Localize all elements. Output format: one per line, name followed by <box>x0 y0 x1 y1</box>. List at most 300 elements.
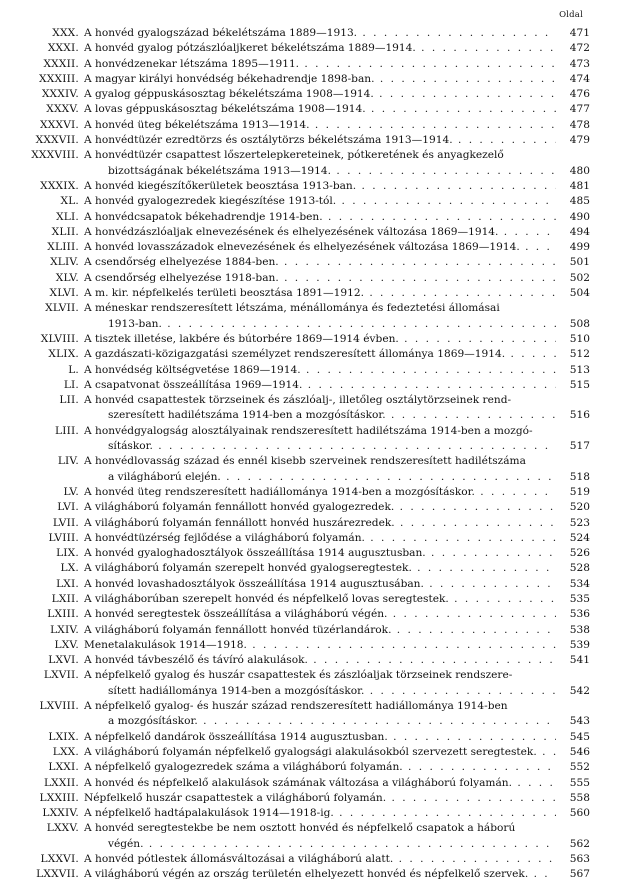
toc-entry <box>24 393 590 424</box>
toc-entry <box>24 577 590 592</box>
toc-entry <box>24 745 590 760</box>
toc-entry-line <box>24 286 590 301</box>
entry-title-text: A honvéd és népfelkelő alakulások számának változása a világháború folyamán. <box>84 776 512 789</box>
entry-title <box>84 852 556 867</box>
entry-number: L. <box>68 363 79 376</box>
entry-title-text: A gazdászati-közigazgatási személyzet rendszeresített állománya 1869—1914. <box>84 348 506 361</box>
toc-entry-line <box>24 439 590 454</box>
toc-entry <box>24 516 590 531</box>
dot-leader <box>388 731 556 743</box>
entry-title <box>84 26 556 41</box>
toc-entry-line <box>24 424 590 439</box>
table-of-contents <box>24 26 590 883</box>
entry-title <box>84 760 556 775</box>
entry-title-text: sített hadiállománya 1914-ben a mozgósításkor. <box>108 684 365 697</box>
toc-entry-line <box>24 577 590 592</box>
toc-entry-line <box>24 148 590 163</box>
toc-entry-line <box>24 561 590 576</box>
entry-page-number: 528 <box>569 562 590 575</box>
entry-page-number: 562 <box>569 837 590 850</box>
toc-entry <box>24 240 590 255</box>
dot-leader <box>403 761 556 773</box>
toc-entry <box>24 424 590 455</box>
entry-title-text: A honvéd üteg békelétszáma 1913—1914. <box>84 118 310 131</box>
toc-entry-line <box>24 485 590 500</box>
entry-title-text: A honvédgyalogság alosztályainak rendszeresített hadilétszáma 1914-ben a mozgó- <box>84 424 533 437</box>
entry-title <box>84 363 556 378</box>
dot-leader <box>537 746 556 758</box>
entry-title <box>84 546 556 561</box>
toc-entry-line <box>24 852 590 867</box>
toc-entry-line <box>24 87 590 102</box>
toc-entry-line <box>24 194 590 209</box>
dot-leader <box>162 318 556 330</box>
entry-page-number: 541 <box>569 654 590 667</box>
entry-page-number: 539 <box>569 638 590 651</box>
toc-entry <box>24 485 590 500</box>
entry-page-number: 534 <box>569 577 590 590</box>
toc-entry <box>24 378 590 393</box>
entry-title <box>84 87 556 102</box>
entry-number: XLII. <box>51 225 79 238</box>
toc-entry-line <box>24 592 590 607</box>
toc-entry-line <box>24 102 590 117</box>
entry-title-text: A népfelkelő gyalogezredek száma a világháború folyamán. <box>84 761 403 774</box>
entry-number: LVIII. <box>48 531 79 544</box>
entry-number: XLIV. <box>50 256 79 269</box>
entry-page-number: 473 <box>569 57 590 70</box>
toc-entry-line <box>24 607 590 622</box>
entry-title <box>84 393 556 408</box>
entry-number: XLVIII. <box>40 332 79 345</box>
entry-title-text: A honvédzászlóaljak elnevezésének és elhelyezésének változása 1869—1914. <box>84 225 499 238</box>
entry-title <box>84 577 556 592</box>
dot-leader <box>331 165 556 177</box>
toc-entry <box>24 347 590 362</box>
entry-title <box>84 837 556 852</box>
entry-page-number: 512 <box>569 348 590 361</box>
entry-title <box>84 164 556 179</box>
entry-title-text: A tisztek illetése, lakbére és bútorbére 1869—1914 évben. <box>84 332 399 345</box>
toc-entry <box>24 301 590 332</box>
entry-title-text: szeresített hadilétszáma 1914-ben a mozgósításkor. <box>108 409 386 422</box>
toc-entry-line <box>24 821 590 836</box>
dot-leader <box>512 777 556 789</box>
entry-page-number: 535 <box>569 592 590 605</box>
entry-number: XXXV. <box>46 103 79 116</box>
entry-title <box>84 41 556 56</box>
entry-number: XLIX. <box>48 348 79 361</box>
dot-leader <box>374 88 556 100</box>
entry-page-number: 474 <box>569 72 590 85</box>
dot-leader <box>498 226 556 238</box>
entry-title <box>84 745 556 760</box>
entry-page-number: 536 <box>569 608 590 621</box>
entry-page-number: 479 <box>569 134 590 147</box>
entry-number: LXIV. <box>50 623 79 636</box>
entry-title-text: A honvéd csapattestek törzseinek és zászlóalj-, illetőleg osztálytörzseinek rend- <box>84 394 512 407</box>
dot-leader <box>412 562 556 574</box>
entry-title <box>84 699 556 714</box>
toc-entry <box>24 87 590 102</box>
dot-leader <box>395 517 556 529</box>
entry-title-text: A méneskar rendszeresített létszáma, ménállománya és fedeztetési állomásai <box>84 302 500 315</box>
toc-entry-line <box>24 271 590 286</box>
entry-page-number: 543 <box>569 715 590 728</box>
toc-entry <box>24 194 590 209</box>
toc-entry-line <box>24 760 590 775</box>
entry-page-number: 490 <box>569 210 590 223</box>
entry-title <box>84 210 556 225</box>
dot-leader <box>357 27 556 39</box>
dot-leader <box>449 593 556 605</box>
entry-number: LXVI. <box>48 654 79 667</box>
entry-title-text: A világháború folyamán fennállott honvéd huszárezredek. <box>84 516 395 529</box>
entry-title <box>84 57 556 72</box>
entry-title-text: A honvéd gyalogszázad békelétszáma 1889—1913. <box>84 27 358 39</box>
entry-number: LXXII. <box>43 776 79 789</box>
entry-title-text: A gyalog géppuskásosztag békelétszáma 1908—1914. <box>84 88 374 101</box>
toc-entry <box>24 867 590 882</box>
entry-title <box>84 424 556 439</box>
toc-entry-line <box>24 179 590 194</box>
dot-leader <box>301 364 556 376</box>
toc-entry <box>24 363 590 378</box>
entry-title-text: A honvéd üteg rendszeresített hadiállománya 1914-ben a mozgósításkor. <box>84 485 475 498</box>
toc-entry <box>24 210 590 225</box>
entry-title-text: bizottságának békelétszáma 1913—1914. <box>108 164 332 177</box>
entry-title <box>84 791 556 806</box>
dot-leader <box>364 287 556 299</box>
dot-leader <box>453 134 556 146</box>
entry-page-number: 480 <box>569 164 590 177</box>
dot-leader <box>391 624 556 636</box>
entry-number: XXXII. <box>43 57 79 70</box>
entry-number: LXXV. <box>46 822 79 835</box>
toc-entry-line <box>24 623 590 638</box>
toc-entry-line <box>24 653 590 668</box>
dot-leader <box>365 532 556 544</box>
toc-entry <box>24 332 590 347</box>
toc-entry <box>24 148 590 179</box>
toc-entry-line <box>24 164 590 179</box>
entry-number: XXX. <box>52 27 79 39</box>
entry-title-text: A világháború folyamán fennállott honvéd tüzérlandárok. <box>84 623 392 636</box>
entry-title <box>84 301 556 316</box>
entry-title <box>84 668 556 683</box>
entry-title-text: A honvédlovasság század és ennél kisebb szerveinek rendszeresített hadilétszáma <box>84 455 526 468</box>
entry-title-text: A csapatvonat összeállítása 1969—1914. <box>84 378 303 391</box>
toc-entry <box>24 286 590 301</box>
entry-title <box>84 118 556 133</box>
toc-entry-line <box>24 500 590 515</box>
toc-entry <box>24 668 590 699</box>
entry-title-text: A honvédcsapatok békehadrendje 1914-ben. <box>84 210 323 223</box>
entry-title-text: A népfelkelő hadtápalakulások 1914—1918-ig. <box>84 807 334 820</box>
toc-entry <box>24 133 590 148</box>
entry-number: LXVII. <box>43 669 79 682</box>
toc-entry-line <box>24 745 590 760</box>
entry-title <box>84 255 556 270</box>
entry-title-text: A világháború folyamán szerepelt honvéd gyalogseregtestek. <box>84 562 412 575</box>
entry-title <box>84 531 556 546</box>
dot-leader <box>366 103 556 115</box>
dot-leader <box>387 608 556 620</box>
entry-page-number: 523 <box>569 516 590 529</box>
entry-page-number: 477 <box>569 103 590 116</box>
toc-entry-line <box>24 347 590 362</box>
entry-title-text: A népfelkelő gyalog és huszár csapattestek és zászlóaljak törzseinek rendszere- <box>84 669 513 682</box>
entry-title-text: A honvéd pótlestek állomásváltozásai a világháború alatt. <box>84 853 394 866</box>
toc-entry <box>24 118 590 133</box>
toc-entry-line <box>24 791 590 806</box>
toc-entry <box>24 699 590 730</box>
toc-entry-line <box>24 546 590 561</box>
entry-title <box>84 470 556 485</box>
entry-number: XLVI. <box>49 287 79 300</box>
entry-title-text: A világháború folyamán fennállott honvéd gyalogezredek. <box>84 501 395 514</box>
entry-number: XLI. <box>56 210 79 223</box>
dot-leader <box>279 272 556 284</box>
toc-entry-line <box>24 730 590 745</box>
entry-title-text: A honvéd kiegészítőkerületek beosztása 1913-ban. <box>84 179 357 192</box>
toc-entry-line <box>24 41 590 56</box>
entry-title-text: A világháború folyamán népfelkelő gyalogsági alakulásokból szervezett seregtestek. <box>84 745 537 758</box>
entry-title-text: Népfelkelő huszár csapattestek a világháború folyamán. <box>84 791 387 804</box>
entry-number: XLIII. <box>47 241 79 254</box>
dot-leader <box>386 409 556 421</box>
entry-title-text: A világháború végén az ország területén elhelyezett honvéd és népfelkelő szervek. <box>84 868 529 881</box>
toc-entry <box>24 760 590 775</box>
toc-entry <box>24 653 590 668</box>
dot-leader <box>198 715 556 727</box>
toc-entry <box>24 57 590 72</box>
dot-leader <box>334 807 556 819</box>
toc-entry <box>24 806 590 821</box>
entry-title <box>84 194 556 209</box>
toc-entry-line <box>24 806 590 821</box>
toc-entry <box>24 852 590 867</box>
entry-number: LI. <box>63 378 79 391</box>
toc-entry-line <box>24 668 590 683</box>
toc-entry-line <box>24 255 590 270</box>
entry-page-number: 560 <box>569 807 590 820</box>
entry-number: XXXVI. <box>39 118 79 131</box>
entry-number: XXXI. <box>47 42 79 55</box>
entry-page-number: 517 <box>569 440 590 453</box>
entry-title-text: A magyar királyi honvédség békehadrendje 1898-ban. <box>84 72 375 85</box>
entry-number: LXIX. <box>48 730 79 743</box>
entry-number: XXXVIII. <box>31 149 79 162</box>
entry-page-number: 471 <box>569 27 590 39</box>
entry-number: LXXVII. <box>36 868 79 881</box>
entry-number: LXX. <box>52 745 79 758</box>
dot-leader <box>221 471 556 483</box>
entry-page-number: 552 <box>569 761 590 774</box>
toc-entry-line <box>24 301 590 316</box>
toc-entry-line <box>24 317 590 332</box>
entry-title-text: A honvéd lovasszázadok elnevezésének és elhelyezésének változása 1869—1914. <box>84 241 520 254</box>
toc-entry-line <box>24 408 590 423</box>
entry-title <box>84 561 556 576</box>
entry-title-text: a mozgósításkor. <box>108 715 198 728</box>
toc-entry-line <box>24 531 590 546</box>
entry-title-text: A népfelkelő gyalog- és huszár század rendszeresített hadiállománya 1914-ben <box>84 700 508 713</box>
entry-title-text: A honvédség költségvetése 1869—1914. <box>84 363 301 376</box>
entry-page-number: 526 <box>569 547 590 560</box>
dot-leader <box>424 578 556 590</box>
toc-entry <box>24 776 590 791</box>
entry-number: LVI. <box>57 501 79 514</box>
entry-page-number: 515 <box>569 378 590 391</box>
entry-title <box>84 332 556 347</box>
entry-title <box>84 806 556 821</box>
entry-page-number: 504 <box>569 287 590 300</box>
entry-title <box>84 821 556 836</box>
toc-entry-line <box>24 516 590 531</box>
dot-leader <box>279 256 556 268</box>
dot-leader <box>308 654 556 666</box>
toc-entry-line <box>24 133 590 148</box>
entry-title <box>84 684 556 699</box>
toc-entry-line <box>24 470 590 485</box>
entry-page-number: 545 <box>569 730 590 743</box>
toc-entry-line <box>24 714 590 729</box>
entry-title-text: végén. <box>108 837 144 850</box>
toc-entry <box>24 26 590 41</box>
entry-page-number: 510 <box>569 332 590 345</box>
entry-page-number: 499 <box>569 241 590 254</box>
entry-title-text: A lovas géppuskásosztag békelétszáma 1908—1914. <box>84 103 366 116</box>
dot-leader <box>393 853 556 865</box>
entry-page-number: 481 <box>569 179 590 192</box>
entry-page-number: 478 <box>569 118 590 131</box>
entry-title-text: A csendőrség elhelyezése 1918-ban. <box>84 271 279 284</box>
entry-page-number: 563 <box>569 853 590 866</box>
entry-page-number: 516 <box>569 409 590 422</box>
toc-entry <box>24 531 590 546</box>
toc-entry <box>24 730 590 745</box>
entry-number: LXXVI. <box>40 853 79 866</box>
entry-title <box>84 638 556 653</box>
toc-entry <box>24 592 590 607</box>
entry-title-text: A csendőrség elhelyezése 1884-ben. <box>84 256 279 269</box>
entry-number: LIV. <box>57 455 79 468</box>
entry-title <box>84 148 556 163</box>
entry-page-number: 476 <box>569 88 590 101</box>
entry-title <box>84 730 556 745</box>
entry-number: XXXIX. <box>40 179 79 192</box>
toc-entry <box>24 546 590 561</box>
dot-leader <box>374 73 556 85</box>
entry-title-text: a világháború elején. <box>108 470 221 483</box>
toc-entry-line <box>24 684 590 699</box>
toc-entry-line <box>24 378 590 393</box>
toc-entry <box>24 41 590 56</box>
dot-leader <box>399 333 556 345</box>
toc-entry-line <box>24 699 590 714</box>
toc-entry <box>24 102 590 117</box>
entry-page-number: 542 <box>569 684 590 697</box>
dot-leader <box>323 211 556 223</box>
toc-entry <box>24 454 590 485</box>
dot-leader <box>310 119 556 131</box>
entry-number: LXIII. <box>47 608 79 621</box>
entry-number: LXII. <box>51 592 79 605</box>
entry-title <box>84 776 556 791</box>
toc-entry <box>24 607 590 622</box>
toc-entry-line <box>24 867 590 882</box>
entry-title <box>84 485 556 500</box>
toc-entry-line <box>24 837 590 852</box>
entry-page-number: 502 <box>569 271 590 284</box>
entry-page-number: 524 <box>569 531 590 544</box>
dot-leader <box>144 838 557 850</box>
entry-number: XXXIII. <box>39 72 79 85</box>
entry-title <box>84 714 556 729</box>
entry-page-number: 519 <box>569 485 590 498</box>
entry-title-text: 1913-ban. <box>108 317 162 330</box>
dot-leader <box>528 868 556 880</box>
toc-entry <box>24 72 590 87</box>
entry-title <box>84 286 556 301</box>
entry-title-text: A honvédtüzérség fejlődése a világháború folyamán. <box>84 531 365 544</box>
entry-title <box>84 102 556 117</box>
toc-entry-line <box>24 72 590 87</box>
toc-entry-line <box>24 210 590 225</box>
entry-number: LXXIV. <box>42 807 79 820</box>
dot-leader <box>299 58 556 70</box>
entry-title <box>84 179 556 194</box>
toc-entry <box>24 255 590 270</box>
entry-title-text: A honvéd gyalogezredek kiegészítése 1913-tól. <box>84 195 337 208</box>
toc-entry <box>24 623 590 638</box>
toc-entry-line <box>24 638 590 653</box>
toc-entry-line <box>24 118 590 133</box>
entry-title-text: A honvédzenekar létszáma 1895—1911. <box>84 57 300 70</box>
entry-title-text: A népfelkelő dandárok összeállítása 1914 augusztusban. <box>84 730 388 743</box>
entry-number: LXI. <box>56 577 79 590</box>
entry-title-text: A honvéd gyaloghadosztályok összeállítása 1914 augusztusban. <box>84 547 426 560</box>
entry-title-text: A honvéd gyalog pótzászlóaljkeret békelétszáma 1889—1914. <box>84 42 416 55</box>
entry-title-text: A honvéd távbeszélő és távíró alakulások. <box>84 654 308 667</box>
entry-page-number: 567 <box>569 868 590 881</box>
dot-leader <box>520 241 556 253</box>
entry-page-number: 508 <box>569 317 590 330</box>
entry-page-number: 520 <box>569 501 590 514</box>
entry-title-text: A honvéd seregtestekbe be nem osztott honvéd és népfelkelő csapatok a háború <box>84 822 516 835</box>
entry-number: LV. <box>63 485 79 498</box>
toc-entry-line <box>24 57 590 72</box>
page-column-header: Oldal <box>559 10 583 20</box>
entry-number: XXXVII. <box>35 134 79 147</box>
entry-title <box>84 225 556 240</box>
dot-leader <box>386 792 556 804</box>
dot-leader <box>153 440 556 452</box>
entry-title <box>84 653 556 668</box>
toc-entry <box>24 561 590 576</box>
entry-title <box>84 271 556 286</box>
entry-title-text: sításkor. <box>108 440 153 453</box>
dot-leader <box>302 379 556 391</box>
toc-entry-line <box>24 240 590 255</box>
entry-number: LIX. <box>56 547 79 560</box>
dot-leader <box>364 685 556 697</box>
entry-title <box>84 500 556 515</box>
toc-entry-line <box>24 776 590 791</box>
entry-title <box>84 592 556 607</box>
toc-entry-line <box>24 332 590 347</box>
